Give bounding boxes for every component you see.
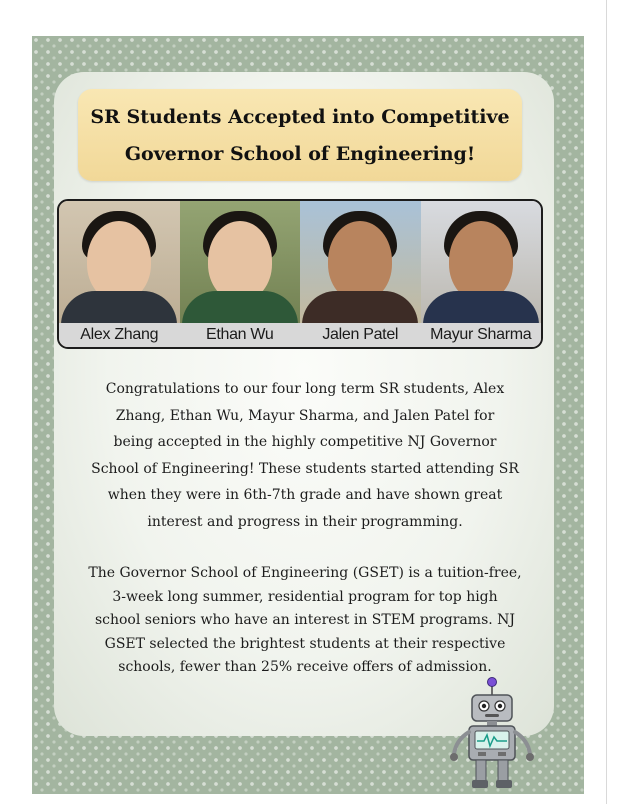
paragraph-line: school seniors who have an interest in STEM programs. NJ bbox=[94, 612, 516, 628]
portrait-face bbox=[208, 221, 272, 301]
headline-line-2: Governor School of Engineering! bbox=[124, 143, 476, 165]
announcement-poster bbox=[32, 36, 584, 794]
paragraph-line: GSET selected the brightest students at their respective bbox=[104, 635, 506, 652]
congratulations-paragraph bbox=[62, 376, 548, 535]
student-photo-alex-zhang bbox=[59, 201, 180, 347]
student-name-caption: Alex Zhang bbox=[59, 323, 180, 347]
portrait-shirt bbox=[182, 291, 298, 325]
student-photo-ethan-wu bbox=[180, 201, 301, 347]
page-edge-rule bbox=[606, 0, 607, 804]
paragraph-line: when they were in 6th-7th grade and have shown great bbox=[107, 487, 503, 503]
paragraph-line: Congratulations to our four long term SR students, Alex bbox=[105, 381, 505, 397]
student-name-caption: Ethan Wu bbox=[180, 323, 301, 347]
student-photo-mayur-sharma bbox=[421, 201, 542, 347]
paragraph-line: Zhang, Ethan Wu, Mayur Sharma, and Jalen Patel for bbox=[115, 407, 495, 424]
robot-icon bbox=[442, 674, 542, 794]
gset-description-paragraph bbox=[62, 562, 548, 680]
student-name-caption: Jalen Patel bbox=[300, 323, 421, 347]
portrait-shirt bbox=[423, 291, 539, 325]
paragraph-line: schools, fewer than 25% receive offers of admission. bbox=[118, 659, 492, 675]
student-photo-strip bbox=[57, 199, 543, 349]
portrait-shirt bbox=[302, 291, 418, 325]
paragraph-line: being accepted in the highly competitive NJ Governor bbox=[113, 434, 497, 450]
portrait-face bbox=[328, 221, 392, 301]
student-photo-jalen-patel bbox=[300, 201, 421, 347]
paragraph-line: The Governor School of Engineering (GSET) is a tuition-free, bbox=[88, 565, 522, 581]
headline-banner bbox=[78, 89, 522, 181]
paragraph-line: 3-week long summer, residential program for top high bbox=[112, 588, 498, 605]
headline-line-1: SR Students Accepted into Competitive bbox=[90, 106, 510, 128]
portrait-face bbox=[87, 221, 151, 301]
portrait-face bbox=[449, 221, 513, 301]
paragraph-line: School of Engineering! These students started attending SR bbox=[91, 460, 519, 477]
student-name-caption: Mayur Sharma bbox=[421, 323, 542, 347]
paragraph-line: interest and progress in their programming. bbox=[147, 513, 463, 530]
portrait-shirt bbox=[61, 291, 177, 325]
